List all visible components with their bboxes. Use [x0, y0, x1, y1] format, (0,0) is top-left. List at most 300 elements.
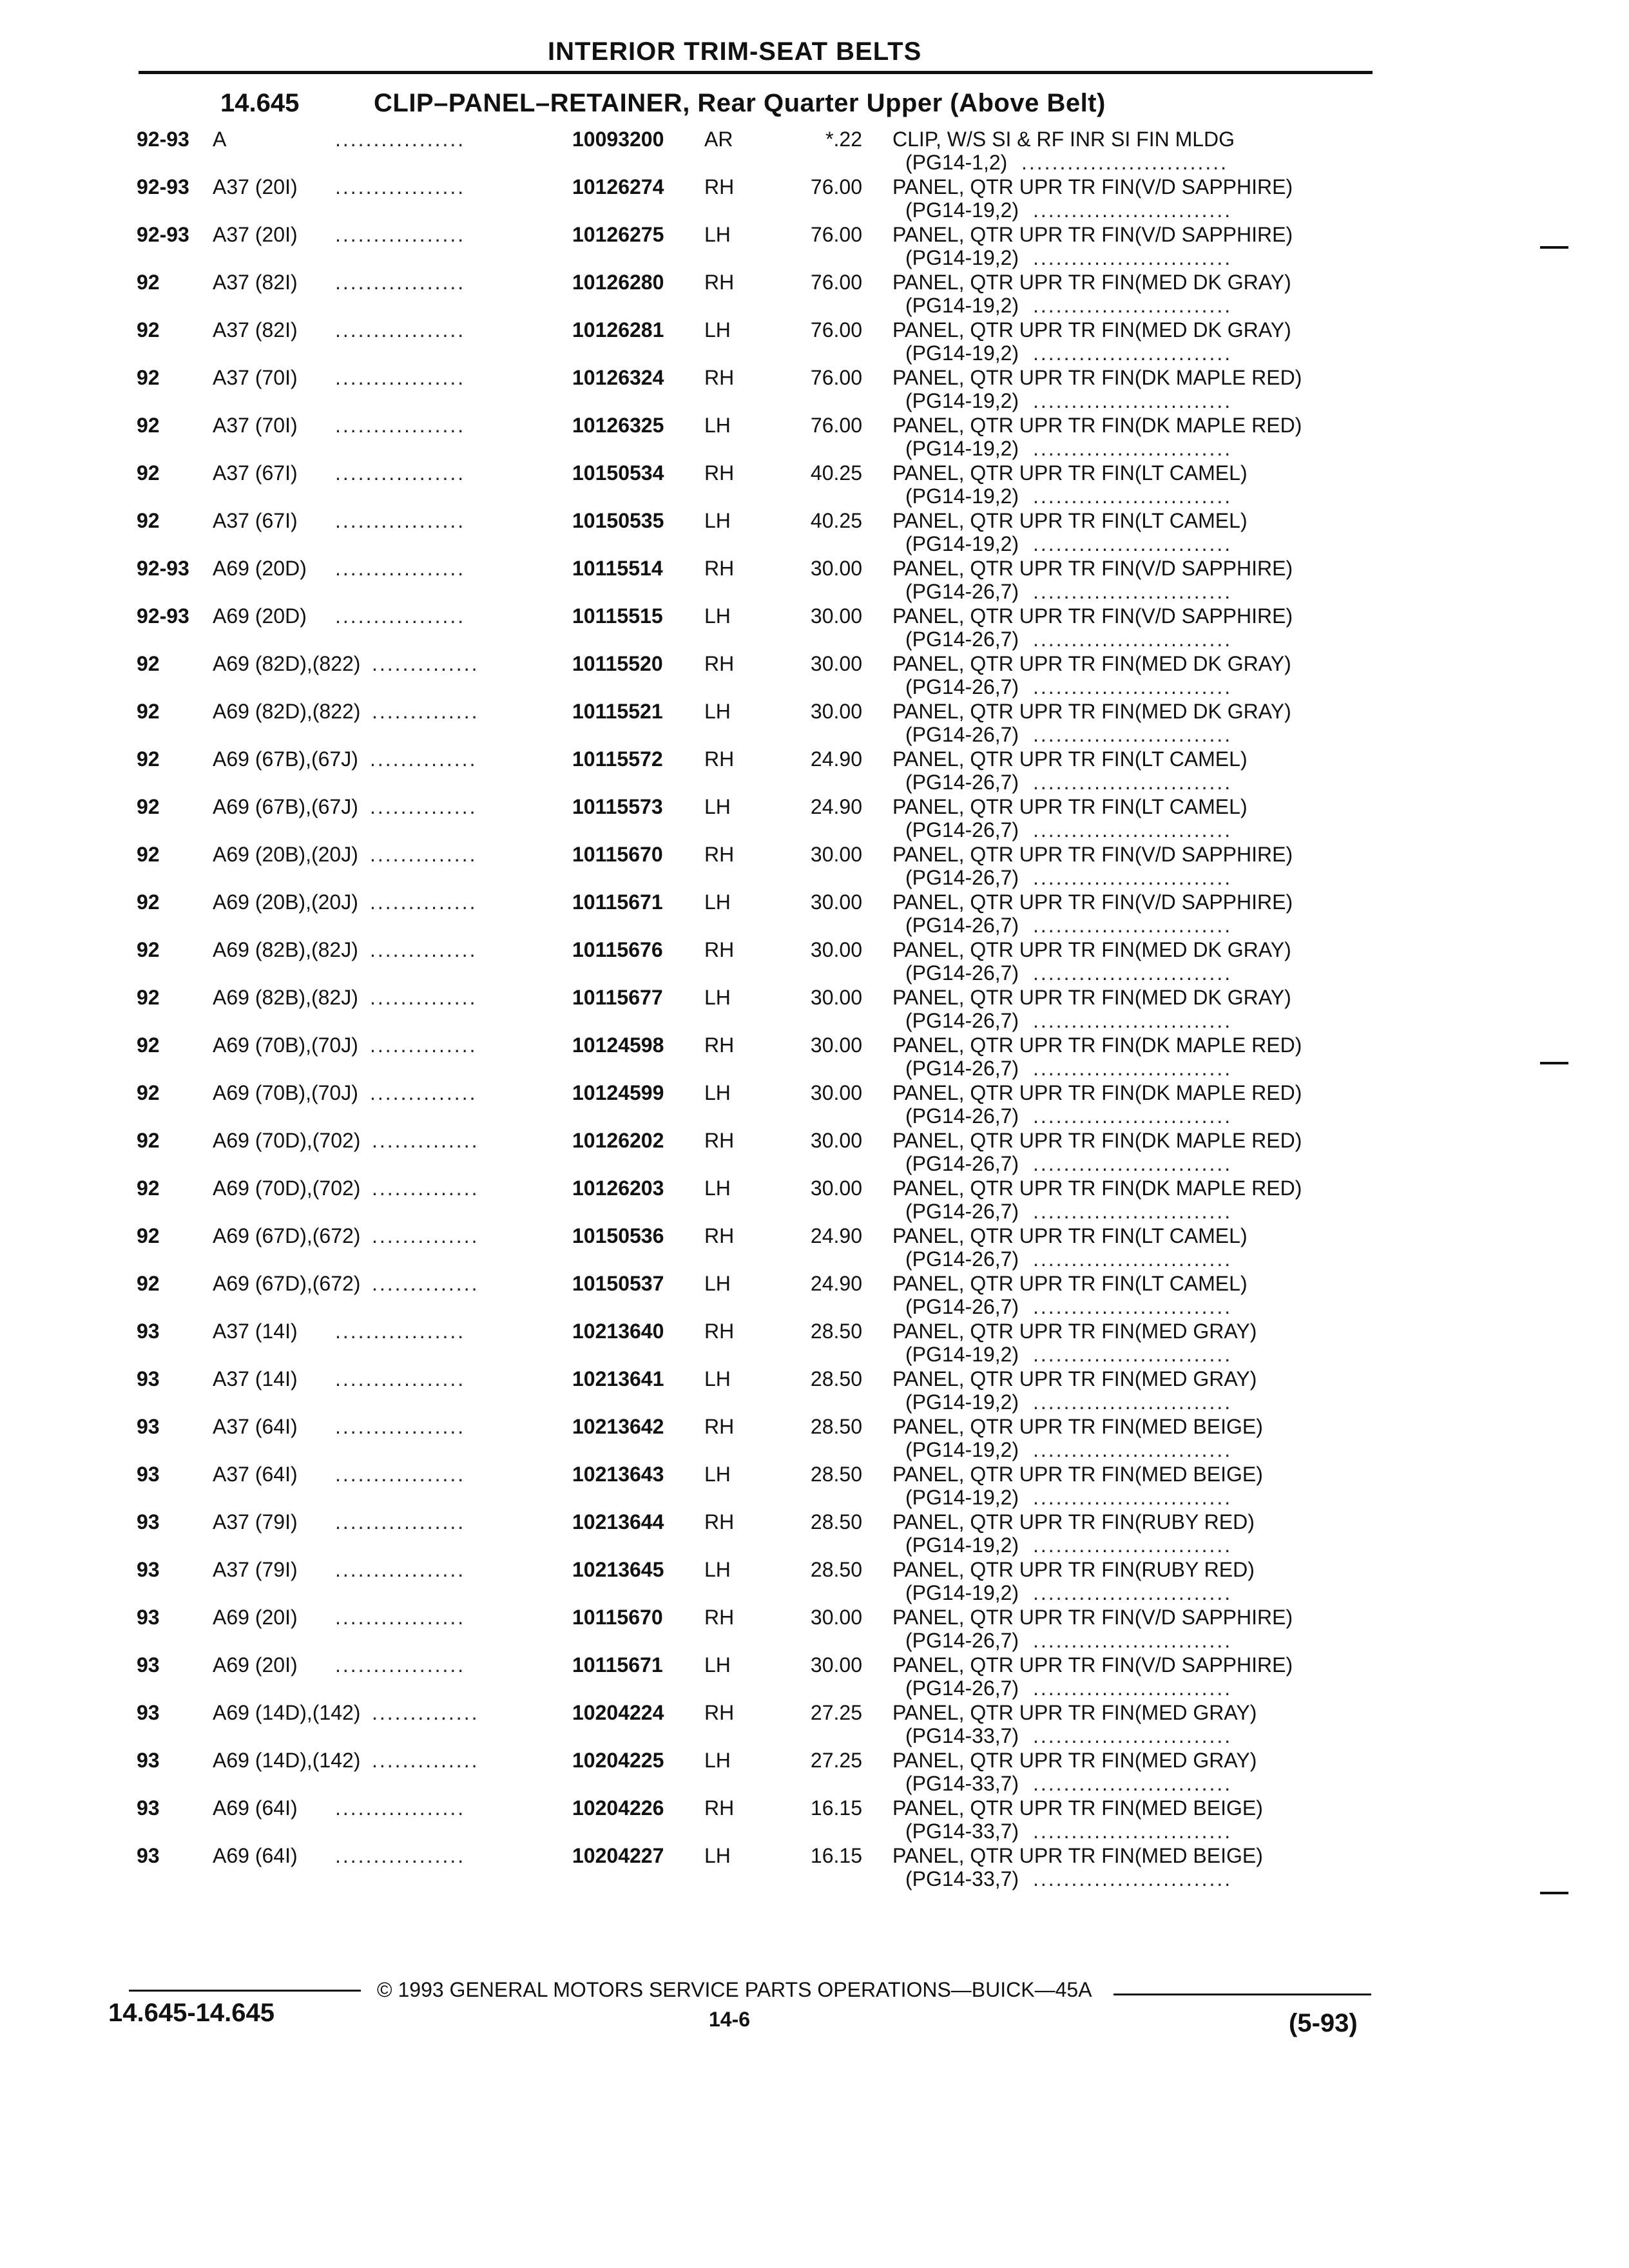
price: 28.50 [810, 1415, 862, 1438]
leader-dots: .......................... [1033, 1486, 1233, 1509]
leader-dots: .............. [370, 890, 477, 914]
leader-dots: .......................... [1033, 246, 1233, 269]
side-code: LH [704, 414, 731, 437]
model-year: 93 [137, 1415, 160, 1438]
table-row [0, 604, 1629, 652]
model-code: A69 (70B),(70J) [213, 1033, 358, 1057]
model-code: A37 (20I) [213, 223, 298, 246]
illustration-ref: (PG14-26,7) [905, 1200, 1019, 1223]
section-number: 14.645 [220, 89, 300, 117]
part-number: 10204224 [572, 1701, 664, 1724]
model-year: 92 [137, 461, 160, 485]
model-code: A69 (70D),(702) [213, 1129, 361, 1152]
part-description: PANEL, QTR UPR TR FIN(MED DK GRAY) [892, 271, 1291, 294]
illustration-ref: (PG14-26,7) [905, 1152, 1019, 1175]
price: 28.50 [810, 1463, 862, 1486]
margin-mark [1540, 1892, 1568, 1894]
side-code: RH [704, 1796, 735, 1820]
part-description: PANEL, QTR UPR TR FIN(LT CAMEL) [892, 1224, 1248, 1247]
part-description: PANEL, QTR UPR TR FIN(MED GRAY) [892, 1367, 1257, 1390]
price: 76.00 [810, 414, 862, 437]
model-year: 93 [137, 1701, 160, 1724]
leader-dots: ................. [335, 461, 466, 485]
footer-date: (5-93) [1289, 2009, 1358, 2037]
leader-dots: .............. [372, 652, 479, 675]
table-row [0, 509, 1629, 557]
part-number: 10150537 [572, 1272, 664, 1295]
part-description: PANEL, QTR UPR TR FIN(V/D SAPPHIRE) [892, 843, 1293, 866]
side-code: RH [704, 271, 735, 294]
model-code: A37 (20I) [213, 175, 298, 198]
leader-dots: .......................... [1033, 1057, 1233, 1080]
part-number: 10150536 [572, 1224, 664, 1247]
leader-dots: ................. [335, 1510, 466, 1533]
leader-dots: .......................... [1033, 1629, 1233, 1652]
part-number: 10213644 [572, 1510, 664, 1533]
price: 16.15 [810, 1844, 862, 1867]
part-description: PANEL, QTR UPR TR FIN(DK MAPLE RED) [892, 1081, 1302, 1104]
part-description: PANEL, QTR UPR TR FIN(V/D SAPPHIRE) [892, 175, 1293, 198]
illustration-ref: (PG14-19,2) [905, 1533, 1019, 1557]
leader-dots: .......................... [1033, 580, 1233, 603]
model-code: A69 (70B),(70J) [213, 1081, 358, 1104]
table-row [0, 223, 1629, 271]
leader-dots: ................. [335, 318, 466, 341]
leader-dots: .......................... [1033, 818, 1233, 841]
model-year: 92 [137, 1177, 160, 1200]
table-row [0, 1129, 1629, 1177]
model-year: 92 [137, 271, 160, 294]
illustration-ref: (PG14-26,7) [905, 1629, 1019, 1652]
model-year: 92-93 [137, 128, 189, 151]
leader-dots: .......................... [1033, 1581, 1233, 1604]
part-number: 10126280 [572, 271, 664, 294]
part-number: 10115677 [572, 986, 663, 1009]
leader-dots: .......................... [1033, 1677, 1233, 1700]
side-code: RH [704, 938, 735, 961]
leader-dots: ........................... [1021, 151, 1229, 174]
illustration-ref: (PG14-26,7) [905, 771, 1019, 794]
side-code: LH [704, 795, 731, 818]
side-code: AR [704, 128, 733, 151]
model-code: A37 (67I) [213, 509, 298, 532]
illustration-ref: (PG14-33,7) [905, 1867, 1019, 1890]
price: 28.50 [810, 1510, 862, 1533]
illustration-ref: (PG14-19,2) [905, 485, 1019, 508]
illustration-ref: (PG14-33,7) [905, 1724, 1019, 1747]
illustration-ref: (PG14-26,7) [905, 866, 1019, 889]
model-year: 93 [137, 1558, 160, 1581]
table-row [0, 318, 1629, 366]
illustration-ref: (PG14-19,2) [905, 246, 1019, 269]
leader-dots: ................. [335, 1653, 466, 1677]
part-number: 10213642 [572, 1415, 664, 1438]
model-code: A69 (70D),(702) [213, 1177, 361, 1200]
model-year: 92 [137, 986, 160, 1009]
side-code: RH [704, 366, 735, 389]
table-row [0, 1701, 1629, 1749]
part-number: 10213641 [572, 1367, 664, 1390]
part-description: PANEL, QTR UPR TR FIN(RUBY RED) [892, 1510, 1255, 1533]
leader-dots: ................. [335, 604, 466, 628]
part-description: PANEL, QTR UPR TR FIN(MED BEIGE) [892, 1415, 1263, 1438]
footer-rule [1113, 1994, 1371, 1995]
leader-dots: ................. [335, 509, 466, 532]
price: 27.25 [810, 1701, 862, 1724]
table-row [0, 1320, 1629, 1367]
model-year: 93 [137, 1463, 160, 1486]
model-code: A37 (14I) [213, 1320, 298, 1343]
model-code: A69 (20I) [213, 1606, 298, 1629]
part-description: PANEL, QTR UPR TR FIN(DK MAPLE RED) [892, 1177, 1302, 1200]
side-code: LH [704, 1463, 731, 1486]
model-year: 93 [137, 1796, 160, 1820]
leader-dots: .......................... [1033, 1820, 1233, 1843]
section-title: CLIP–PANEL–RETAINER, Rear Quarter Upper (Above Belt) [374, 89, 1106, 117]
table-row [0, 1033, 1629, 1081]
model-code: A69 (64I) [213, 1796, 298, 1820]
side-code: LH [704, 1653, 731, 1677]
part-number: 10124598 [572, 1033, 664, 1057]
leader-dots: .......................... [1033, 532, 1233, 555]
model-code: A69 (67D),(672) [213, 1224, 361, 1247]
illustration-ref: (PG14-19,2) [905, 1486, 1019, 1509]
leader-dots: .......................... [1033, 389, 1233, 412]
leader-dots: .......................... [1033, 961, 1233, 985]
model-year: 92 [137, 795, 160, 818]
model-code: A37 (70I) [213, 366, 298, 389]
table-row [0, 795, 1629, 843]
table-row [0, 366, 1629, 414]
part-number: 10126203 [572, 1177, 664, 1200]
leader-dots: .......................... [1033, 1295, 1233, 1318]
model-year: 93 [137, 1749, 160, 1772]
model-year: 92-93 [137, 557, 189, 580]
margin-mark [1540, 1062, 1568, 1064]
part-description: PANEL, QTR UPR TR FIN(MED DK GRAY) [892, 938, 1291, 961]
model-year: 93 [137, 1844, 160, 1867]
leader-dots: .......................... [1033, 914, 1233, 937]
side-code: RH [704, 1129, 735, 1152]
leader-dots: .............. [370, 1081, 477, 1104]
model-year: 92 [137, 1272, 160, 1295]
leader-dots: ................. [335, 1415, 466, 1438]
model-year: 93 [137, 1606, 160, 1629]
illustration-ref: (PG14-19,2) [905, 294, 1019, 317]
table-row [0, 890, 1629, 938]
model-code: A69 (20D) [213, 604, 307, 628]
table-row [0, 986, 1629, 1033]
part-number: 10213643 [572, 1463, 664, 1486]
model-code: A37 (64I) [213, 1415, 298, 1438]
side-code: RH [704, 1224, 735, 1247]
price: 30.00 [810, 1129, 862, 1152]
price: 30.00 [810, 557, 862, 580]
leader-dots: .......................... [1033, 1533, 1233, 1557]
model-code: A69 (67D),(672) [213, 1272, 361, 1295]
leader-dots: ................. [335, 1367, 466, 1390]
illustration-ref: (PG14-26,7) [905, 818, 1019, 841]
table-row [0, 1510, 1629, 1558]
illustration-ref: (PG14-26,7) [905, 580, 1019, 603]
part-number: 10115670 [572, 843, 663, 866]
side-code: RH [704, 175, 735, 198]
illustration-ref: (PG14-26,7) [905, 723, 1019, 746]
part-number: 10115520 [572, 652, 663, 675]
model-year: 92-93 [137, 175, 189, 198]
leader-dots: .............. [370, 938, 477, 961]
price: 24.90 [810, 747, 862, 771]
part-description: PANEL, QTR UPR TR FIN(LT CAMEL) [892, 747, 1248, 771]
leader-dots: .............. [370, 747, 477, 771]
table-row [0, 461, 1629, 509]
part-number: 10126325 [572, 414, 664, 437]
price: 24.90 [810, 1224, 862, 1247]
side-code: RH [704, 1701, 735, 1724]
part-description: PANEL, QTR UPR TR FIN(MED DK GRAY) [892, 986, 1291, 1009]
illustration-ref: (PG14-19,2) [905, 389, 1019, 412]
leader-dots: .............. [372, 1272, 479, 1295]
table-row [0, 1463, 1629, 1510]
part-description: PANEL, QTR UPR TR FIN(MED GRAY) [892, 1749, 1257, 1772]
part-number: 10126274 [572, 175, 664, 198]
model-year: 92 [137, 700, 160, 723]
model-code: A69 (82B),(82J) [213, 938, 358, 961]
leader-dots: .......................... [1033, 771, 1233, 794]
price: 16.15 [810, 1796, 862, 1820]
leader-dots: .............. [370, 795, 477, 818]
side-code: RH [704, 1606, 735, 1629]
leader-dots: .......................... [1033, 1867, 1233, 1890]
price: 24.90 [810, 1272, 862, 1295]
part-number: 10204225 [572, 1749, 664, 1772]
footer-rule [129, 1990, 361, 1992]
model-code: A37 (82I) [213, 271, 298, 294]
model-code: A69 (20B),(20J) [213, 843, 358, 866]
part-description: PANEL, QTR UPR TR FIN(MED DK GRAY) [892, 318, 1291, 341]
table-row [0, 1653, 1629, 1701]
leader-dots: .......................... [1033, 198, 1233, 222]
price: 30.00 [810, 1081, 862, 1104]
part-number: 10126281 [572, 318, 664, 341]
side-code: LH [704, 1844, 731, 1867]
price: 30.00 [810, 843, 862, 866]
leader-dots: .......................... [1033, 437, 1233, 460]
illustration-ref: (PG14-26,7) [905, 1104, 1019, 1128]
side-code: LH [704, 986, 731, 1009]
side-code: LH [704, 509, 731, 532]
table-row [0, 1272, 1629, 1320]
illustration-ref: (PG14-26,7) [905, 628, 1019, 651]
model-year: 92-93 [137, 604, 189, 628]
leader-dots: .......................... [1033, 1152, 1233, 1175]
leader-dots: ................. [335, 414, 466, 437]
part-number: 10204227 [572, 1844, 664, 1867]
part-description: CLIP, W/S SI & RF INR SI FIN MLDG [892, 128, 1235, 151]
model-code: A37 (70I) [213, 414, 298, 437]
table-row [0, 1415, 1629, 1463]
leader-dots: .......................... [1033, 1390, 1233, 1414]
price: 30.00 [810, 890, 862, 914]
part-description: PANEL, QTR UPR TR FIN(V/D SAPPHIRE) [892, 1653, 1293, 1677]
part-description: PANEL, QTR UPR TR FIN(MED DK GRAY) [892, 652, 1291, 675]
model-year: 92 [137, 1081, 160, 1104]
price: 28.50 [810, 1558, 862, 1581]
illustration-ref: (PG14-26,7) [905, 1009, 1019, 1032]
part-description: PANEL, QTR UPR TR FIN(V/D SAPPHIRE) [892, 557, 1293, 580]
side-code: RH [704, 652, 735, 675]
footer-page-number: 14-6 [709, 2008, 751, 2031]
price: 30.00 [810, 604, 862, 628]
side-code: LH [704, 890, 731, 914]
model-code: A69 (14D),(142) [213, 1701, 361, 1724]
part-number: 10213645 [572, 1558, 664, 1581]
leader-dots: .......................... [1033, 866, 1233, 889]
part-description: PANEL, QTR UPR TR FIN(MED BEIGE) [892, 1463, 1263, 1486]
side-code: RH [704, 747, 735, 771]
leader-dots: .......................... [1033, 1200, 1233, 1223]
model-code: A69 (20D) [213, 557, 307, 580]
model-year: 92 [137, 366, 160, 389]
table-row [0, 271, 1629, 318]
leader-dots: .......................... [1033, 341, 1233, 365]
price: 40.25 [810, 509, 862, 532]
part-description: PANEL, QTR UPR TR FIN(DK MAPLE RED) [892, 1129, 1302, 1152]
side-code: RH [704, 461, 735, 485]
part-number: 10115572 [572, 747, 663, 771]
margin-mark [1540, 246, 1568, 249]
part-number: 10126275 [572, 223, 664, 246]
leader-dots: .............. [370, 986, 477, 1009]
illustration-ref: (PG14-26,7) [905, 961, 1019, 985]
part-description: PANEL, QTR UPR TR FIN(LT CAMEL) [892, 509, 1248, 532]
illustration-ref: (PG14-19,2) [905, 1581, 1019, 1604]
part-number: 10115515 [572, 604, 663, 628]
part-description: PANEL, QTR UPR TR FIN(V/D SAPPHIRE) [892, 604, 1293, 628]
side-code: LH [704, 1367, 731, 1390]
part-number: 10115676 [572, 938, 663, 961]
side-code: RH [704, 1033, 735, 1057]
model-year: 92 [137, 1224, 160, 1247]
side-code: RH [704, 557, 735, 580]
leader-dots: .......................... [1033, 1104, 1233, 1128]
leader-dots: .............. [372, 1224, 479, 1247]
part-description: PANEL, QTR UPR TR FIN(LT CAMEL) [892, 795, 1248, 818]
side-code: RH [704, 1415, 735, 1438]
model-code: A37 (64I) [213, 1463, 298, 1486]
leader-dots: .............. [372, 700, 479, 723]
leader-dots: .............. [372, 1749, 479, 1772]
part-description: PANEL, QTR UPR TR FIN(DK MAPLE RED) [892, 414, 1302, 437]
part-number: 10115671 [572, 1653, 663, 1677]
part-number: 10150534 [572, 461, 664, 485]
table-row [0, 1367, 1629, 1415]
model-year: 92 [137, 1033, 160, 1057]
part-description: PANEL, QTR UPR TR FIN(RUBY RED) [892, 1558, 1255, 1581]
part-description: PANEL, QTR UPR TR FIN(LT CAMEL) [892, 461, 1248, 485]
illustration-ref: (PG14-19,2) [905, 1390, 1019, 1414]
price: 76.00 [810, 223, 862, 246]
part-number: 10124599 [572, 1081, 664, 1104]
leader-dots: .......................... [1033, 294, 1233, 317]
part-number: 10093200 [572, 128, 664, 151]
table-row [0, 1844, 1629, 1892]
illustration-ref: (PG14-1,2) [905, 151, 1008, 174]
model-year: 93 [137, 1510, 160, 1533]
leader-dots: ................. [335, 128, 466, 151]
illustration-ref: (PG14-19,2) [905, 532, 1019, 555]
price: 40.25 [810, 461, 862, 485]
model-year: 92-93 [137, 223, 189, 246]
part-number: 10115671 [572, 890, 663, 914]
illustration-ref: (PG14-33,7) [905, 1772, 1019, 1795]
price: 28.50 [810, 1367, 862, 1390]
price: 76.00 [810, 366, 862, 389]
price: 24.90 [810, 795, 862, 818]
part-number: 10150535 [572, 509, 664, 532]
table-row [0, 414, 1629, 461]
leader-dots: ................. [335, 1463, 466, 1486]
price: 76.00 [810, 175, 862, 198]
side-code: RH [704, 843, 735, 866]
model-code: A69 (82D),(822) [213, 652, 361, 675]
part-description: PANEL, QTR UPR TR FIN(LT CAMEL) [892, 1272, 1248, 1295]
part-number: 10204226 [572, 1796, 664, 1820]
model-code: A37 (82I) [213, 318, 298, 341]
leader-dots: .......................... [1033, 1724, 1233, 1747]
leader-dots: ................. [335, 1796, 466, 1820]
leader-dots: ................. [335, 223, 466, 246]
model-code: A37 (14I) [213, 1367, 298, 1390]
side-code: LH [704, 223, 731, 246]
part-number: 10126202 [572, 1129, 664, 1152]
model-code: A69 (20B),(20J) [213, 890, 358, 914]
leader-dots: .......................... [1033, 1009, 1233, 1032]
model-year: 92 [137, 890, 160, 914]
price: 30.00 [810, 700, 862, 723]
table-row [0, 1558, 1629, 1606]
illustration-ref: (PG14-26,7) [905, 1295, 1019, 1318]
price: 30.00 [810, 986, 862, 1009]
model-code: A37 (79I) [213, 1558, 298, 1581]
illustration-ref: (PG14-19,2) [905, 1438, 1019, 1461]
leader-dots: ................. [335, 366, 466, 389]
model-code: A69 (64I) [213, 1844, 298, 1867]
part-description: PANEL, QTR UPR TR FIN(DK MAPLE RED) [892, 1033, 1302, 1057]
leader-dots: .......................... [1033, 1772, 1233, 1795]
model-code: A69 (14D),(142) [213, 1749, 361, 1772]
side-code: LH [704, 1177, 731, 1200]
model-year: 92 [137, 938, 160, 961]
model-year: 92 [137, 843, 160, 866]
table-row [0, 938, 1629, 986]
model-year: 92 [137, 414, 160, 437]
illustration-ref: (PG14-26,7) [905, 1057, 1019, 1080]
page-title: INTERIOR TRIM-SEAT BELTS [548, 37, 922, 66]
leader-dots: .............. [372, 1129, 479, 1152]
model-year: 93 [137, 1320, 160, 1343]
model-code: A37 (67I) [213, 461, 298, 485]
price: 30.00 [810, 652, 862, 675]
part-description: PANEL, QTR UPR TR FIN(MED GRAY) [892, 1701, 1257, 1724]
part-description: PANEL, QTR UPR TR FIN(DK MAPLE RED) [892, 366, 1302, 389]
part-number: 10115573 [572, 795, 663, 818]
illustration-ref: (PG14-19,2) [905, 198, 1019, 222]
leader-dots: .............. [370, 1033, 477, 1057]
table-row [0, 1749, 1629, 1796]
table-row [0, 175, 1629, 223]
price: *.22 [825, 128, 862, 151]
